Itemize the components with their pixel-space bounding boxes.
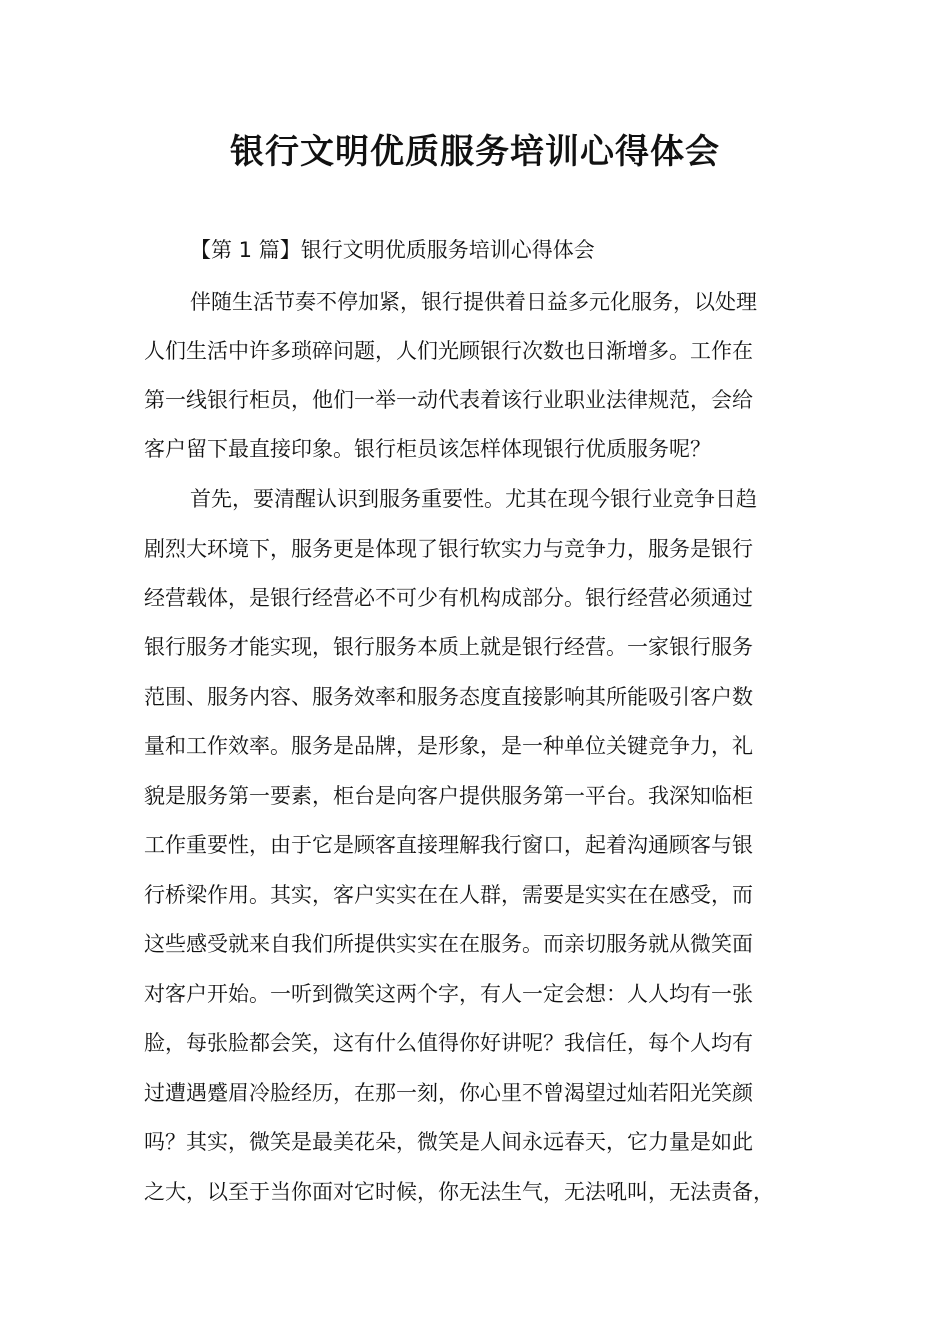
paragraph-1-line-4: 客户留下最直接印象。银行柜员该怎样体现银行优质服务呢？	[144, 437, 711, 461]
paragraph-1-line-1: 伴随生活节奏不停加紧，银行提供着日益多元化服务，以处理	[190, 290, 757, 314]
paragraph-2-line-2: 剧烈大环境下，服务更是体现了银行软实力与竞争力，服务是银行	[144, 537, 753, 561]
paragraph-2-line-6: 量和工作效率。服务是品牌，是形象，是一种单位关键竞争力，礼	[144, 734, 753, 758]
paragraph-2-line-12: 脸，每张脸都会笑，这有什么值得你好讲呢？我信任，每个人均有	[144, 1031, 753, 1055]
section-heading: 【第 1 篇】银行文明优质服务培训心得体会	[190, 238, 595, 262]
paragraph-2-line-13: 过遭遇蹙眉冷脸经历，在那一刻，你心里不曾渴望过灿若阳光笑颜	[144, 1081, 753, 1105]
paragraph-2-line-4: 银行服务才能实现，银行服务本质上就是银行经营。一家银行服务	[144, 635, 753, 659]
paragraph-2-line-7: 貌是服务第一要素，柜台是向客户提供服务第一平台。我深知临柜	[144, 784, 753, 808]
paragraph-1-line-2: 人们生活中许多琐碎问题，人们光顾银行次数也日渐增多。工作在	[144, 339, 753, 363]
paragraph-2-line-8: 工作重要性，由于它是顾客直接理解我行窗口，起着沟通顾客与银	[144, 833, 753, 857]
document-title: 银行文明优质服务培训心得体会	[230, 132, 720, 172]
paragraph-2-line-5: 范围、服务内容、服务效率和服务态度直接影响其所能吸引客户数	[144, 685, 753, 709]
paragraph-1-line-3: 第一线银行柜员，他们一举一动代表着该行业职业法律规范，会给	[144, 388, 753, 412]
paragraph-2-line-9: 行桥梁作用。其实，客户实实在在人群，需要是实实在在感受，而	[144, 883, 753, 907]
paragraph-2-line-15: 之大，以至于当你面对它时候，你无法生气，无法吼叫，无法责备，	[144, 1180, 774, 1204]
paragraph-2-line-10: 这些感受就来自我们所提供实实在在服务。而亲切服务就从微笑面	[144, 932, 753, 956]
paragraph-2-line-14: 吗？其实，微笑是最美花朵，微笑是人间永远春天，它力量是如此	[144, 1130, 753, 1154]
paragraph-2-line-11: 对客户开始。一听到微笑这两个字，有人一定会想：人人均有一张	[144, 982, 753, 1006]
paragraph-2-line-3: 经营载体，是银行经营必不可少有机构成部分。银行经营必须通过	[144, 586, 753, 610]
paragraph-2-line-1: 首先，要清醒认识到服务重要性。尤其在现今银行业竞争日趋	[190, 487, 757, 511]
